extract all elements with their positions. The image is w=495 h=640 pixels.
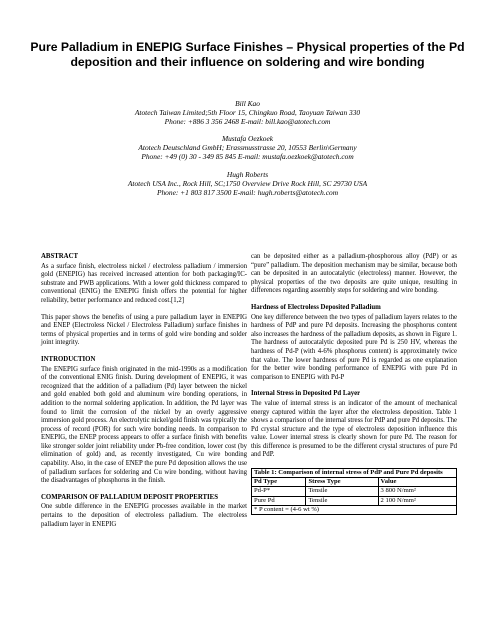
comparison-paragraph-2: can be deposited either as a palladium-phosphorous alloy (PdP) or as “pure” palladium. The deposition mechanism may be similar, because both can be deposited in an autocatalytic (electroless) manner. However, the physical properties of the two deposits are quite unique, resulting in differences regarding assembly steps for soldering and wire bonding. bbox=[251, 253, 457, 295]
table-row bbox=[252, 487, 457, 496]
author-name: Mustafa Oezkoek bbox=[221, 134, 274, 144]
table-footnote: * P content = (4-6 wt %) bbox=[252, 505, 457, 514]
comparison-paragraph-1: One subtle difference in the ENEPIG processes available in the market pertains to the deposition of electroless palladium. The electroless palladium layer in ENEPIG bbox=[41, 503, 247, 528]
hardness-paragraph: One key difference between the two types of palladium layers relates to the hardness of PdP and pure Pd deposits. Increasing the phosphorus content also increases the hardness of the palladium deposits, as shown in Figure 1. The hardness of autocatalytic deposited pure Pd is 250 HV, whereas the hardness of Pd-P (with 4-6% phosphorus content) is approximately twice that value. The lower hardness of pure Pd is regarded as one explanation for the better wire bonding performance of ENEPIG with pure Pd in comparison to ENEPIG with Pd-P bbox=[251, 313, 457, 381]
table-cell: 3 800 N/mm² bbox=[378, 487, 456, 496]
abstract-paragraph-1: As a surface finish, electroless nickel / electroless palladium / immersion gold (ENEPIG) has received increased attention for both packaging/IC-substrate and PWB applications. With a lower gold thickness compared to conventional (ENIG) the ENEPIG finish offers the potential for higher reliability, better performance and reduced cost.[1,2] bbox=[41, 262, 247, 304]
introduction-paragraph: The ENEPIG surface finish originated in the mid-1990s as a modification of the conventional ENIG finish. During development of ENEPIG, it was recognized that the addition of a palladium (Pd) layer between the nickel and gold enabled both gold and aluminum wire bonding operations, in addition to the normal soldering application. In addition, the Pd layer was found to limit the corrosion of the nickel by an overly aggressive immersion gold process. An electrolytic nickel/gold finish was typically the process of record (POR) for such wire bonding needs. In comparison to ENEPIG, the ENEP process appears to offer a surface finish with benefits like stronger solder joint reliability under Pb-free condition, lower cost (by elimination of gold) and, as recently investigated, Cu wire bonding capability. Also, in the case of ENEP the pure Pd deposition allows the use of palladium surfaces for soldering and Cu wire bonding, without having the disadvantages of phosphorus in the finish. bbox=[41, 365, 247, 485]
table-cell: Pure Pd bbox=[252, 496, 306, 505]
author-name: Hugh Roberts bbox=[226, 169, 269, 179]
table-header-cell: Stress Type bbox=[306, 478, 378, 487]
table-cell: Tensile bbox=[306, 487, 378, 496]
table-header-cell: Value bbox=[378, 478, 456, 487]
stress-paragraph: The value of internal stress is an indicator of the amount of mechanical energy captured within the layer after the electroless deposition. Table 1 shows a comparison of the internal stress for PdP and pure Pd deposits. The Pd crystal structure and the type of electroless deposition influence this value. Lower internal stress is clearly shown for pure Pd. The reason for this difference is presumed to be the different crystal structures of pure Pd and PdP. bbox=[251, 399, 457, 459]
author-2 bbox=[20, 134, 475, 161]
table-caption-row bbox=[252, 469, 457, 478]
author-contact: Phone: +1 803 817 3500 E-mail: hugh.roberts@atotech.com bbox=[156, 187, 339, 197]
right-column bbox=[251, 253, 457, 515]
author-block bbox=[20, 99, 475, 205]
author-contact: Phone: +49 (0) 30 - 349 85 845 E-mail: mustafa.oezkoek@atotech.com bbox=[141, 152, 354, 162]
table-1 bbox=[251, 468, 457, 515]
table-cell: 2 100 N/mm² bbox=[378, 496, 456, 505]
stress-heading: Internal Stress in Deposited Pd Layer bbox=[251, 390, 361, 398]
abstract-paragraph-2: This paper shows the benefits of using a pure palladium layer in ENEPIG and ENEP (Electroless Nickel / Electroless Palladium) surface finishes in terms of physical properties and in terms of gold wire bonding and solder joint integrity. bbox=[41, 313, 247, 347]
abstract-heading: ABSTRACT bbox=[41, 253, 79, 260]
author-name: Bill Kao bbox=[235, 99, 260, 108]
table-header-row bbox=[252, 478, 457, 487]
author-affiliation: Atotech Deutschland GmbH; Erassmusstrasse 20, 10553 Berlin\Germany bbox=[138, 143, 357, 153]
author-affiliation: Atotech Taiwan Limited;5th Floor 15, Chingkuo Road, Taoyuan Taiwan 330 bbox=[134, 108, 361, 118]
author-3 bbox=[20, 170, 475, 197]
author-1 bbox=[20, 99, 475, 126]
table-cell: Pd-P* bbox=[252, 487, 306, 496]
author-affiliation: Atotech USA Inc., Rock Hill, SC;1750 Overview Drive Rock Hill, SC 29730 USA bbox=[127, 178, 368, 188]
table-caption: Table 1: Comparison of internal stress of PdP and Pure Pd deposits bbox=[252, 469, 457, 478]
table-footnote-row bbox=[252, 505, 457, 514]
table-cell: Tensile bbox=[306, 496, 378, 505]
introduction-heading: INTRODUCTION bbox=[41, 355, 96, 363]
left-column bbox=[41, 253, 247, 537]
author-contact: Phone: +886 3 356 2468 E-mail: bill.kao@atotech.com bbox=[164, 117, 331, 127]
paper-title: Pure Palladium in ENEPIG Surface Finishes – Physical properties of the Pd deposition and their influence on soldering and wire bonding bbox=[30, 40, 465, 69]
hardness-heading: Hardness of Electroless Deposited Palladium bbox=[251, 303, 381, 311]
comparison-heading: COMPARISON OF PALLADIUM DEPOSIT PROPERTIES bbox=[41, 493, 218, 501]
table-header-cell: Pd Type bbox=[252, 478, 306, 487]
table-row bbox=[252, 496, 457, 505]
